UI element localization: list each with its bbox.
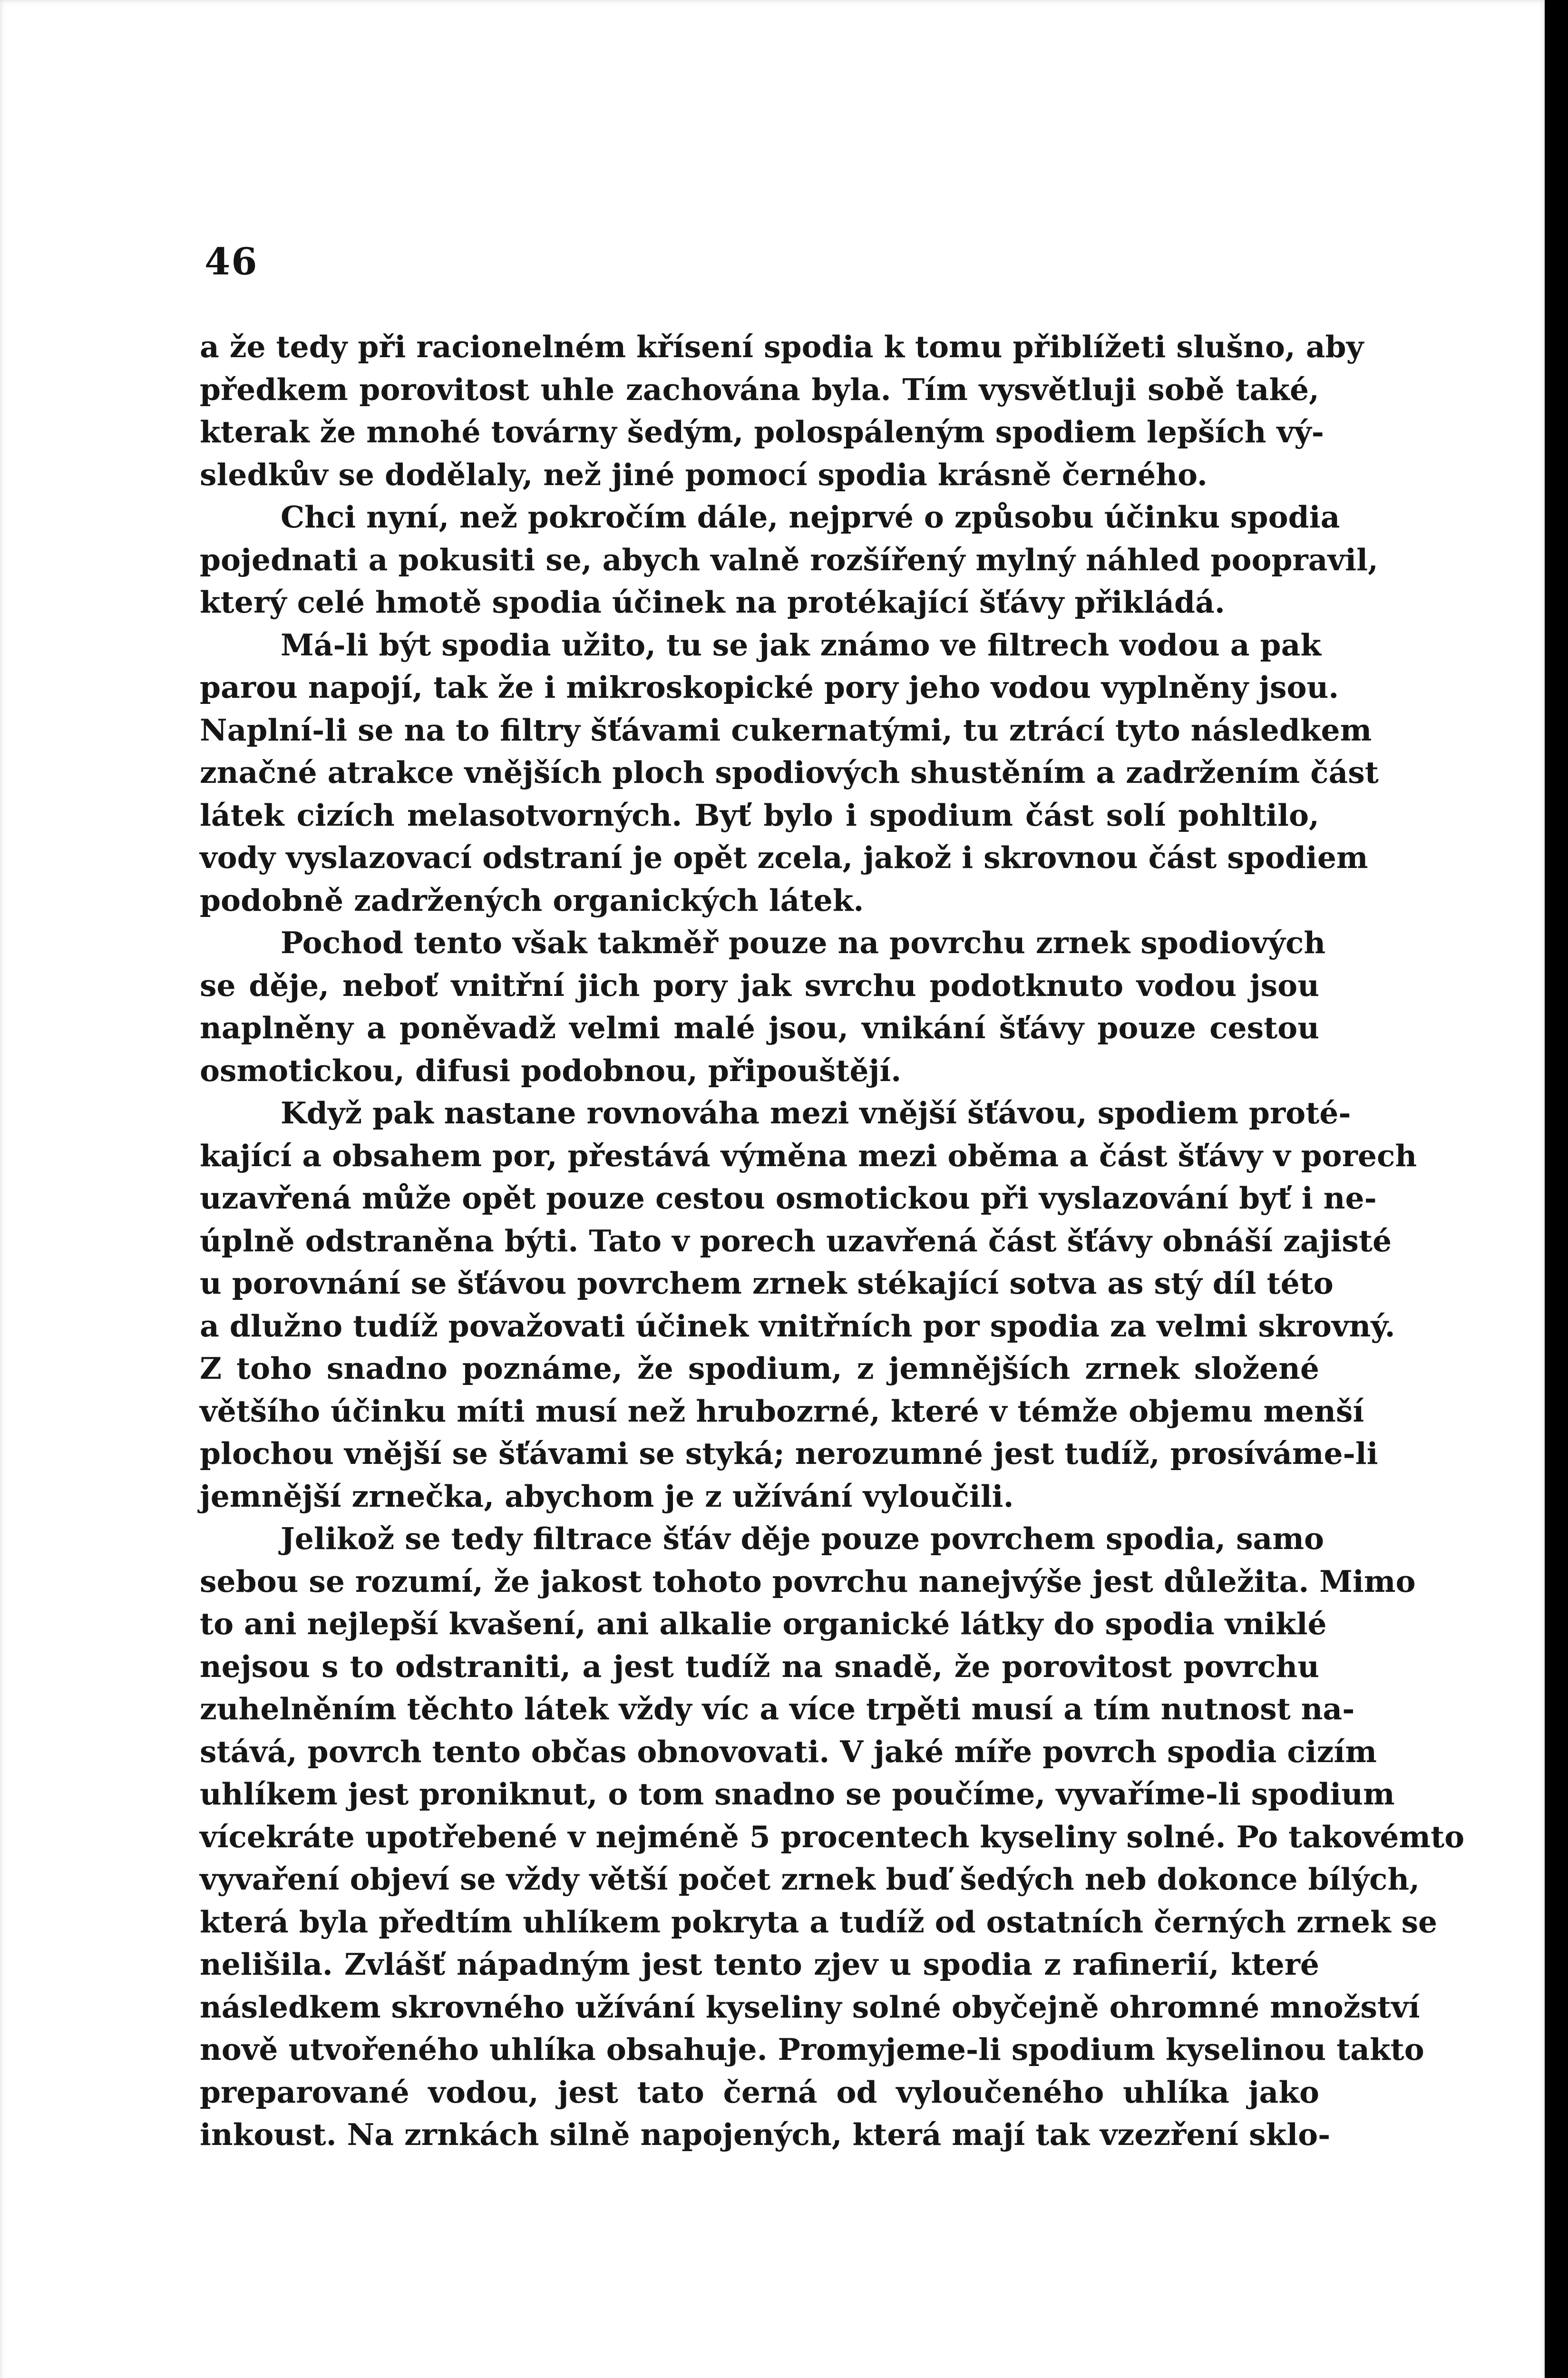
text-line: většího účinku míti musí než hrubozrné, které v témže objemu menší xyxy=(200,1393,1364,1429)
text-line: stává, povrch tento občas obnovovati. V jaké míře povrch spodia cizím xyxy=(200,1734,1377,1769)
text-line: zuhelněním těchto látek vždy víc a více trpěti musí a tím nutnost na- xyxy=(200,1691,1355,1726)
text-line: která byla předtím uhlíkem pokryta a tudíž od ostatních černých zrnek se xyxy=(200,1904,1438,1939)
text-line: jemnější zrnečka, abychom je z užívání vyloučili. xyxy=(200,1478,1014,1514)
text-line: Jelikož se tedy filtrace šťáv děje pouze povrchem spodia, samo xyxy=(281,1521,1325,1556)
text-line: podobně zadržených organických látek. xyxy=(200,882,864,918)
text-line: Z toho snadno poznáme, že spodium, z jemnějších zrnek složené xyxy=(200,1351,1319,1386)
text-line: uhlíkem jest proniknut, o tom snadno se poučíme, vyvaříme-li spodium xyxy=(200,1776,1395,1812)
text-line: u porovnání se šťávou povrchem zrnek stékající sotva as stý díl této xyxy=(200,1266,1334,1301)
page-number: 46 xyxy=(205,240,258,283)
text-line: vyvaření objeví se vždy větší počet zrnek buď šedých neb dokonce bílých, xyxy=(200,1861,1420,1897)
text-line: se děje, neboť vnitřní jich pory jak svrchu podotknuto vodou jsou xyxy=(200,967,1319,1003)
text-line: preparované vodou, jest tato černá od vyloučeného uhlíka jako xyxy=(200,2074,1319,2110)
text-line: sledkův se dodělaly, než jiné pomocí spodia krásně černého. xyxy=(200,457,1208,492)
text-line: pojednati a pokusiti se, abych valně rozšířený mylný náhled poopravil, xyxy=(200,542,1378,577)
text-line: Když pak nastane rovnováha mezi vnější šťávou, spodiem proté- xyxy=(281,1095,1351,1131)
text-line: a dlužno tudíž považovati účinek vnitřních por spodia za velmi skrovný. xyxy=(200,1308,1395,1344)
text-line: Má-li být spodia užito, tu se jak známo ve filtrech vodou a pak xyxy=(281,627,1322,663)
text-line: osmotickou, difusi podobnou, připouštějí. xyxy=(200,1053,902,1088)
text-line: Chci nyní, než pokročím dále, nejprvé o způsobu účinku spodia xyxy=(281,499,1340,535)
text-line: naplněny a poněvadž velmi malé jsou, vnikání šťávy pouze cestou xyxy=(200,1010,1319,1045)
text-line: inkoust. Na zrnkách silně napojených, která mají tak vzezření sklo- xyxy=(200,2117,1331,2152)
text-line: to ani nejlepší kvašení, ani alkalie organické látky do spodia vniklé xyxy=(200,1606,1327,1641)
text-line: následkem skrovného užívání kyseliny solné obyčejně ohromné množství xyxy=(200,1989,1420,2025)
text-line: předkem porovitost uhle zachována byla. Tím vysvětluji sobě také, xyxy=(200,371,1319,407)
text-line: vícekráte upotřebené v nejméně 5 procentech kyseliny solné. Po takovémto xyxy=(200,1819,1465,1854)
text-line: nelišila. Zvlášť nápadným jest tento zjev u spodia z rafinerií, které xyxy=(200,1947,1319,1982)
text-line: nově utvořeného uhlíka obsahuje. Promyjeme-li spodium kyselinou takto xyxy=(200,2032,1424,2067)
text-line: značné atrakce vnějších ploch spodiových shustěním a zadržením část xyxy=(200,755,1379,790)
text-line: Pochod tento však takměř pouze na povrchu zrnek spodiových xyxy=(281,925,1326,960)
text-line: a že tedy při racionelném křísení spodia k tomu přiblížeti slušno, aby xyxy=(200,329,1364,364)
text-line: látek cizích melasotvorných. Byť bylo i spodium část solí pohltilo, xyxy=(200,797,1319,833)
text-line: který celé hmotě spodia účinek na protékající šťávy přikládá. xyxy=(200,585,1225,620)
text-line: parou napojí, tak že i mikroskopické pory jeho vodou vyplněny jsou. xyxy=(200,670,1339,705)
text-line: vody vyslazovací odstraní je opět zcela, jakož i skrovnou část spodiem xyxy=(200,840,1368,875)
text-line: Naplní-li se na to filtry šťávami cukernatými, tu ztrácí tyto následkem xyxy=(200,712,1372,748)
text-line: plochou vnější se šťávami se styká; nerozumné jest tudíž, prosíváme-li xyxy=(200,1436,1378,1471)
text-body xyxy=(200,326,1465,2156)
text-line: uzavřená může opět pouze cestou osmotickou při vyslazování byť i ne- xyxy=(200,1180,1377,1216)
text-line: nejsou s to odstraniti, a jest tudíž na snadě, že porovitost povrchu xyxy=(200,1648,1319,1684)
text-line: úplně odstraněna býti. Tato v porech uzavřená část šťávy obnáší zajisté xyxy=(200,1223,1392,1258)
text-line: kterak že mnohé továrny šedým, polospáleným spodiem lepších vý- xyxy=(200,414,1324,449)
text-line: kající a obsahem por, přestává výměna mezi oběma a část šťávy v porech xyxy=(200,1138,1417,1173)
text-line: sebou se rozumí, že jakost tohoto povrchu nanejvýše jest důležita. Mimo xyxy=(200,1563,1416,1599)
